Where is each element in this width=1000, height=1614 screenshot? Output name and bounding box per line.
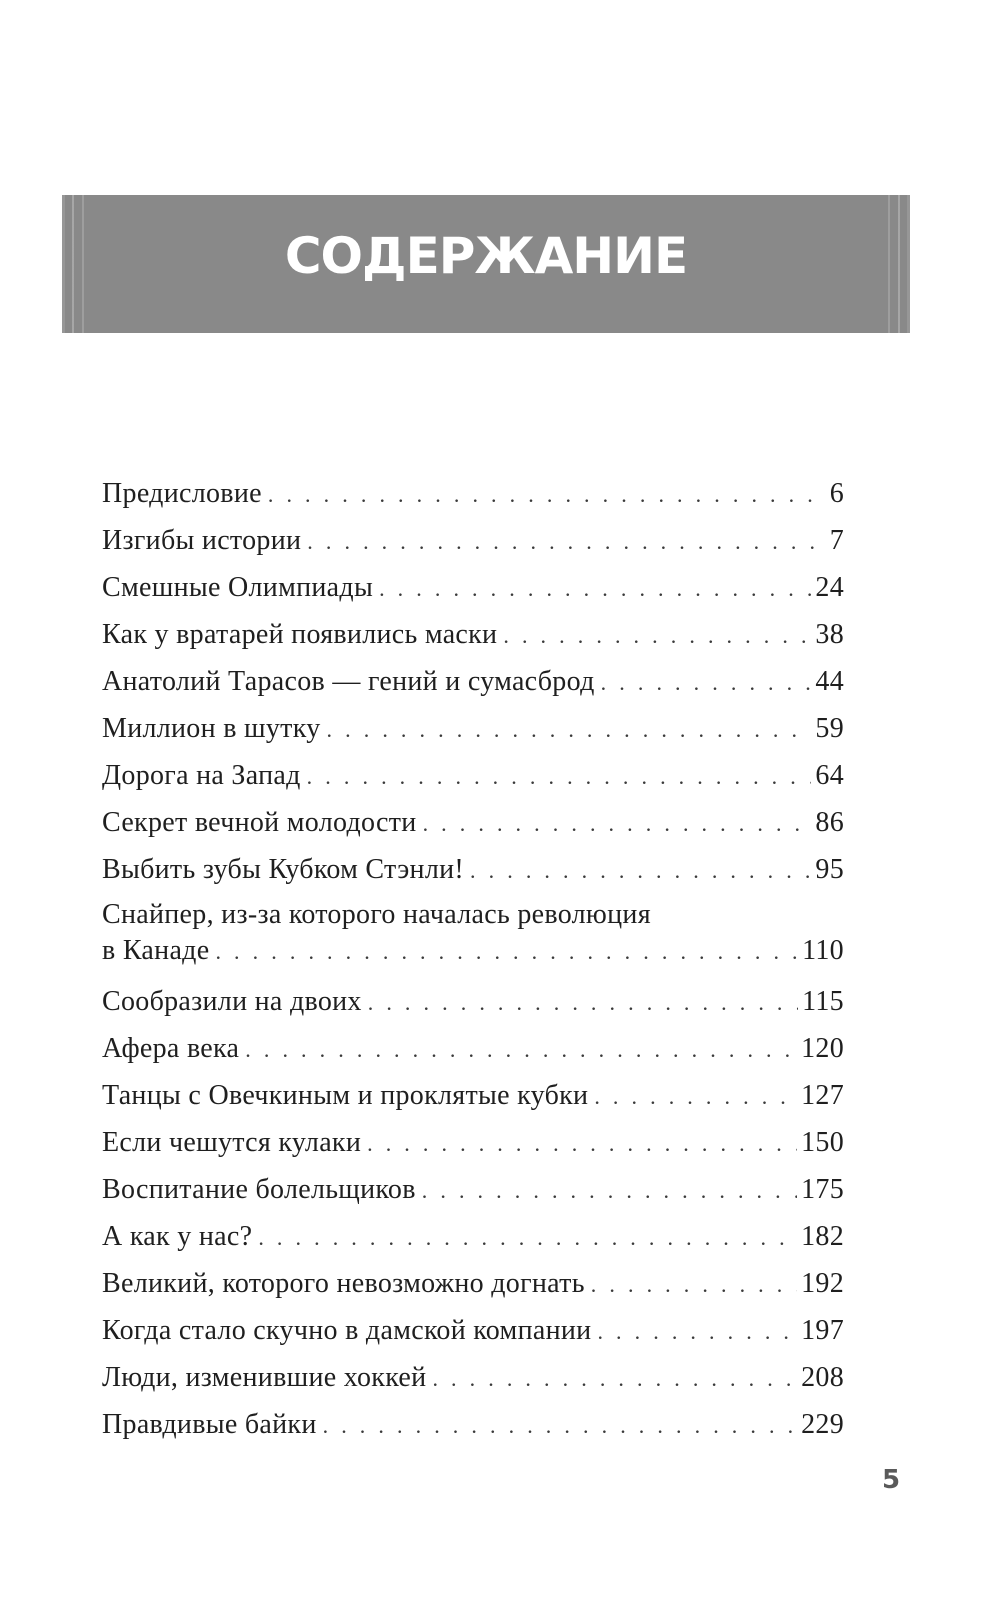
toc-entry[interactable]: [102, 1354, 844, 1401]
toc-entry[interactable]: [102, 978, 844, 1025]
toc-entry[interactable]: [102, 470, 844, 517]
toc-entry[interactable]: [102, 517, 844, 564]
toc-entry-page: 24: [815, 572, 844, 603]
toc-dot-leader: [597, 1308, 797, 1355]
toc-dot-leader: [591, 1261, 797, 1308]
toc-dot-leader: [503, 612, 811, 659]
toc-dot-leader: [432, 1355, 797, 1402]
toc-entry-page: 120: [801, 1033, 844, 1064]
toc-entry-title: Предисловие: [102, 478, 262, 509]
toc-entry-page: 115: [802, 986, 844, 1017]
toc-entry-title: Смешные Олимпиады: [102, 572, 374, 603]
toc-entry-title: Когда стало скучно в дамской компании: [102, 1315, 592, 1346]
toc-entry-title: Секрет вечной молодости: [102, 807, 417, 838]
toc-dot-leader: [323, 1402, 797, 1449]
toc-dot-leader: [601, 659, 812, 706]
toc-dot-leader: [215, 934, 798, 970]
toc-entry-page: 229: [801, 1409, 844, 1440]
toc-entry-page: 192: [801, 1268, 844, 1299]
toc-dot-leader: [327, 706, 812, 753]
toc-dot-leader: [367, 1120, 797, 1167]
page-number: 5: [882, 1465, 901, 1495]
toc-entry-title: Миллион в шутку: [102, 713, 321, 744]
toc-dot-leader: [379, 565, 811, 612]
toc-entry-title: Сообразили на двоих: [102, 986, 362, 1017]
toc-entry-title-line1: Снайпер, из-за которого началась революция: [102, 899, 651, 930]
toc-entry[interactable]: [102, 611, 844, 658]
toc-entry[interactable]: [102, 564, 844, 611]
toc-entry[interactable]: [102, 1025, 844, 1072]
toc-entry-page: 44: [815, 666, 844, 697]
toc-entry-page: 175: [801, 1174, 844, 1205]
toc-entry-title-line2: в Канаде: [102, 935, 210, 966]
toc-entry-page: 182: [801, 1221, 844, 1252]
toc-dot-leader: [307, 518, 820, 565]
toc-entry-page: 38: [815, 619, 844, 650]
toc-entry-page: 6: [829, 478, 844, 509]
toc-entry-page: 59: [815, 713, 844, 744]
toc-dot-leader: [268, 471, 820, 518]
toc-dot-leader: [258, 1214, 797, 1261]
toc-entry-title: Изгибы истории: [102, 525, 302, 556]
toc-entry[interactable]: [102, 1166, 844, 1213]
toc-entry-title: Воспитание болельщиков: [102, 1174, 416, 1205]
toc-entry-page: 7: [829, 525, 844, 556]
toc-entry[interactable]: [102, 893, 844, 978]
toc-dot-leader: [245, 1026, 797, 1073]
toc-entry-page: 86: [815, 807, 844, 838]
toc-entry-title: Выбить зубы Кубком Стэнли!: [102, 854, 465, 885]
toc-dot-leader: [368, 979, 798, 1026]
toc-entry-title: Люди, изменившие хоккей: [102, 1362, 427, 1393]
toc-entry-page: 64: [815, 760, 844, 791]
toc-entry-title: Дорога на Запад: [102, 760, 301, 791]
toc-entry-title: А как у нас?: [102, 1221, 253, 1252]
toc-entry-page: 208: [801, 1362, 844, 1393]
toc-entry-page: 110: [802, 935, 844, 966]
toc-dot-leader: [422, 1167, 797, 1214]
toc-entry-title: Афера века: [102, 1033, 240, 1064]
toc-entry[interactable]: [102, 1401, 844, 1448]
toc-entry[interactable]: [102, 1119, 844, 1166]
toc-entry-title: Если чешутся кулаки: [102, 1127, 362, 1158]
toc-entry[interactable]: [102, 1307, 844, 1354]
toc-entry-page: 150: [801, 1127, 844, 1158]
toc-entry-title: Танцы с Овечкиным и проклятые кубки: [102, 1080, 589, 1111]
toc-dot-leader: [423, 800, 812, 847]
toc-entry-title: Как у вратарей появились маски: [102, 619, 498, 650]
table-of-contents: [102, 470, 844, 1448]
toc-entry[interactable]: [102, 846, 844, 893]
toc-entry[interactable]: [102, 1260, 844, 1307]
contents-title: СОДЕРЖАНИЕ: [284, 227, 688, 285]
toc-entry-title: Великий, которого невозможно догнать: [102, 1268, 585, 1299]
toc-entry[interactable]: [102, 799, 844, 846]
toc-entry[interactable]: [102, 752, 844, 799]
toc-dot-leader: [594, 1073, 797, 1120]
toc-entry-title: Анатолий Тарасов — гений и сумасброд: [102, 666, 595, 697]
toc-entry[interactable]: [102, 1072, 844, 1119]
toc-entry[interactable]: [102, 1213, 844, 1260]
toc-dot-leader: [470, 847, 811, 894]
toc-entry[interactable]: [102, 705, 844, 752]
toc-dot-leader: [307, 753, 812, 800]
toc-entry-page: 95: [815, 854, 844, 885]
contents-header-band: [62, 195, 910, 333]
toc-entry-page: 197: [801, 1315, 844, 1346]
toc-entry[interactable]: [102, 658, 844, 705]
toc-entry-page: 127: [801, 1080, 844, 1111]
toc-entry-title: Правдивые байки: [102, 1409, 317, 1440]
